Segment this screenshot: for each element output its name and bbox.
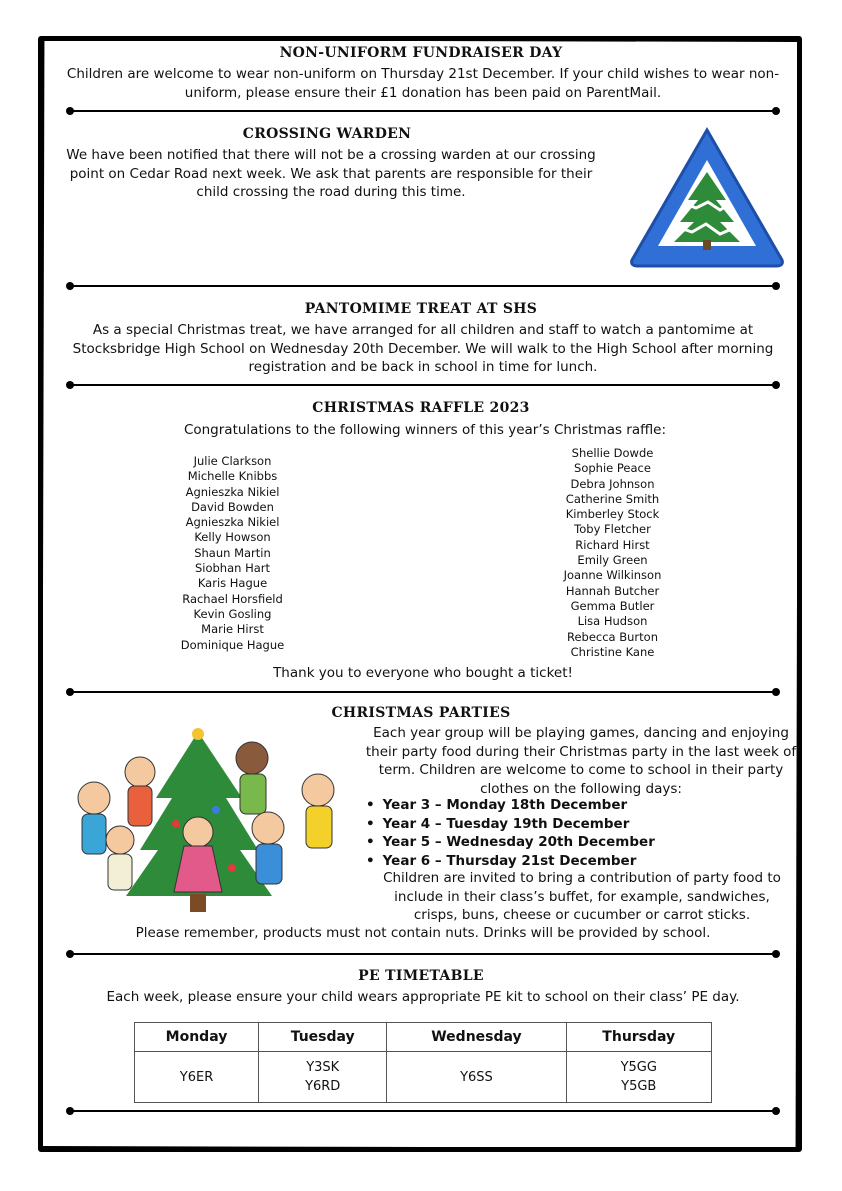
winner-name: Joanne Wilkinson <box>563 568 662 583</box>
winner-name: Emily Green <box>577 553 648 568</box>
winner-name: Rachael Horsfield <box>182 591 283 606</box>
winner-name: Hannah Butcher <box>565 583 660 598</box>
tree-warning-sign-icon <box>626 124 788 270</box>
class-name: Y6SS <box>460 1069 493 1085</box>
winner-name: Siobhan Hart <box>194 561 271 576</box>
class-name: Y6ER <box>179 1069 214 1085</box>
winner-name: Debra Johnson <box>570 476 655 491</box>
class-name: Y5GG <box>620 1060 657 1075</box>
table-cell <box>259 1052 387 1103</box>
pe-timetable <box>134 1022 712 1103</box>
section-divider <box>70 1110 776 1112</box>
winner-name: Christine Kane <box>570 644 655 659</box>
pe-heading: PE TIMETABLE <box>358 968 484 984</box>
party-day-item: • Year 5 – Wednesday 20th December <box>366 833 655 852</box>
pantomime-text: As a special Christmas treat, we have arranged for all children and staff to watch a pantomime at Stocksbridge High School on Wednesday 20th December. We will walk to the High School after morning registration and be back in school in time for lunch. <box>72 322 774 375</box>
winner-name: Lisa Hudson <box>577 614 648 629</box>
class-name: Y5GB <box>621 1079 657 1094</box>
winner-name: Dominique Hague <box>180 637 285 652</box>
winner-name: Marie Hirst <box>201 622 264 637</box>
class-name: Y6RD <box>305 1079 341 1094</box>
crossing-heading: CROSSING WARDEN <box>242 126 412 142</box>
section-divider <box>70 110 776 112</box>
winner-name: Agnieszka Nikiel <box>185 484 280 499</box>
parties-heading: CHRISTMAS PARTIES <box>331 705 511 721</box>
raffle-intro: Congratulations to the following winners of this year’s Christmas raffle: <box>183 422 667 438</box>
party-day-item: • Year 6 – Thursday 21st December <box>366 852 655 871</box>
winner-name: Toby Fletcher <box>574 522 651 537</box>
parties-intro: Each year group will be playing games, dancing and enjoying their party food during their Christmas party in the last week of term. Children are welcome to come to school in their party clothes on the following days: <box>365 725 797 797</box>
table-row <box>135 1052 712 1103</box>
winner-name: Catherine Smith <box>565 491 660 506</box>
section-divider <box>70 691 776 693</box>
winner-name: Shellie Dowde <box>571 446 654 460</box>
section-divider <box>70 953 776 955</box>
winner-name: Gemma Butler <box>570 598 655 613</box>
winner-name: Kelly Howson <box>194 530 271 545</box>
party-day-item: • Year 3 – Monday 18th December <box>366 796 655 815</box>
winner-name: Richard Hirst <box>575 537 650 552</box>
table-header-row <box>135 1023 712 1052</box>
table-cell <box>387 1052 566 1103</box>
winner-name: Julie Clarkson <box>193 454 272 468</box>
children-dancing-illustration <box>56 728 356 924</box>
non-uniform-heading: NON-UNIFORM FUNDRAISER DAY <box>279 45 563 61</box>
non-uniform-text: Children are welcome to wear non-uniform on Thursday 21st December. If your child wishes to wear non-uniform, please ensure their £1 donation has been paid on ParentMail. <box>66 66 780 101</box>
party-day-item: • Year 4 – Tuesday 19th December <box>366 815 655 834</box>
crossing-text: We have been notified that there will not be a crossing warden at our crossing point on Cedar Road next week. We ask that parents are responsible for their child crossing the road during this time. <box>66 147 596 200</box>
winner-name: Agnieszka Nikiel <box>185 515 280 530</box>
raffle-thanks: Thank you to everyone who bought a ticket! <box>273 665 573 681</box>
parties-reminder: Please remember, products must not contain nuts. Drinks will be provided by school. <box>135 925 711 941</box>
raffle-winners-left <box>150 454 315 653</box>
table-header: Tuesday <box>259 1023 387 1052</box>
section-divider <box>70 285 776 287</box>
class-name: Y3SK <box>306 1060 340 1075</box>
winner-name: David Bowden <box>191 499 274 514</box>
pantomime-heading: PANTOMIME TREAT AT SHS <box>304 301 538 317</box>
pe-intro: Each week, please ensure your child wears appropriate PE kit to school on their class’ PE day. <box>106 989 740 1005</box>
table-header: Monday <box>135 1023 259 1052</box>
winner-name: Sophie Peace <box>574 461 651 476</box>
table-cell <box>566 1052 712 1103</box>
winner-name: Michelle Knibbs <box>187 469 278 484</box>
winner-name: Shaun Martin <box>194 545 271 560</box>
winner-name: Karis Hague <box>197 576 268 591</box>
parties-food: Children are invited to bring a contribution of party food to include in their class’s buffet, for example, sandwiches, crisps, buns, cheese or cucumber or carrot sticks. <box>383 870 781 923</box>
raffle-heading: CHRISTMAS RAFFLE 2023 <box>312 400 530 416</box>
raffle-winners-right <box>530 446 695 660</box>
table-header: Thursday <box>566 1023 712 1052</box>
table-cell <box>135 1052 259 1103</box>
table-header: Wednesday <box>387 1023 566 1052</box>
winner-name: Rebecca Burton <box>566 629 658 644</box>
winner-name: Kimberley Stock <box>565 507 660 522</box>
winner-name: Kevin Gosling <box>193 606 272 621</box>
section-divider <box>70 384 776 386</box>
party-days-list <box>366 796 655 870</box>
